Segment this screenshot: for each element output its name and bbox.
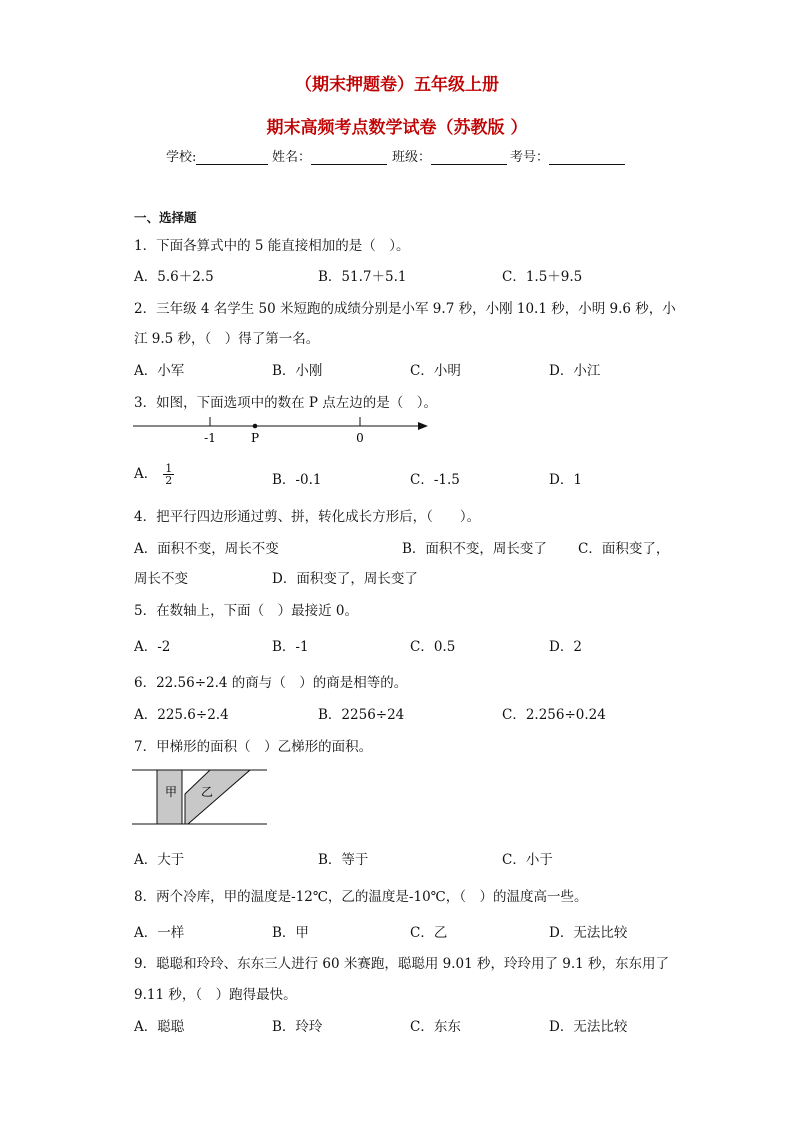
question-3-option-b: B．-0.1 bbox=[272, 472, 322, 488]
one-half-fraction bbox=[163, 463, 174, 486]
question-9-option-b: B．玲玲 bbox=[272, 1019, 323, 1035]
question-2-stem-line2: 江 9.5 秒，（ ）得了第一名。 bbox=[134, 331, 320, 347]
class-blank bbox=[431, 150, 507, 165]
school-field bbox=[166, 146, 268, 165]
label-jia: 甲 bbox=[165, 785, 178, 799]
question-5-option-a: A．-2 bbox=[134, 639, 171, 655]
class-field bbox=[392, 146, 507, 165]
question-4-option-c-part2: 周长不变 bbox=[134, 571, 188, 587]
school-blank bbox=[196, 150, 268, 165]
fraction-numerator: 1 bbox=[165, 462, 173, 475]
question-9-stem-line2: 9.11 秒，（ ）跑得最快。 bbox=[134, 987, 297, 1003]
question-7-stem: 7．甲梯形的面积（ ）乙梯形的面积。 bbox=[134, 739, 373, 755]
question-8-option-d: D．无法比较 bbox=[549, 925, 628, 941]
number-blank bbox=[549, 150, 625, 165]
question-9-option-a: A．聪聪 bbox=[134, 1019, 185, 1035]
question-7-option-b: B．等于 bbox=[318, 852, 369, 868]
fraction-denominator: 2 bbox=[165, 474, 173, 487]
question-5-option-b: B．-1 bbox=[272, 639, 309, 655]
question-4-option-a: A．面积不变，周长不变 bbox=[134, 541, 279, 557]
label-0: 0 bbox=[356, 431, 364, 445]
number-line-arrow bbox=[418, 422, 428, 430]
question-2-option-b: B．小刚 bbox=[272, 363, 323, 379]
question-2-option-a: A．小军 bbox=[134, 363, 185, 379]
question-6-option-b: B．2256÷24 bbox=[318, 707, 405, 723]
question-5-option-d: D．2 bbox=[549, 639, 582, 655]
label-p: P bbox=[250, 431, 260, 445]
name-blank bbox=[311, 150, 387, 165]
name-label: 姓名： bbox=[272, 150, 312, 165]
question-5-option-c: C．0.5 bbox=[410, 639, 456, 655]
question-8-option-c: C．乙 bbox=[410, 925, 448, 941]
question-4-option-c-part1: C．面积变了， bbox=[578, 541, 670, 557]
question-3-stem: 3．如图，下面选项中的数在 P 点左边的是（ ）。 bbox=[134, 395, 438, 411]
name-field bbox=[272, 146, 387, 165]
question-3-option-a bbox=[134, 462, 174, 486]
question-1-option-b: B．51.7＋5.1 bbox=[318, 269, 407, 285]
question-6-option-a: A．225.6÷2.4 bbox=[134, 707, 229, 723]
question-6-option-c: C．2.256÷0.24 bbox=[502, 707, 606, 723]
trapezoid-yi-shade bbox=[185, 770, 250, 824]
number-line-figure bbox=[130, 412, 440, 446]
question-2-option-d: D．小江 bbox=[549, 363, 601, 379]
question-8-option-b: B．甲 bbox=[272, 925, 309, 941]
question-3-option-c: C．-1.5 bbox=[410, 472, 460, 488]
question-8-option-a: A．一样 bbox=[134, 925, 185, 941]
number-label: 考号： bbox=[510, 150, 550, 165]
number-field bbox=[510, 146, 625, 165]
question-2-stem-line1: 2．三年级 4 名学生 50 米短跑的成绩分别是小军 9.7 秒，小刚 10.1 秒，小明 9.6 秒，小 bbox=[134, 301, 676, 317]
question-1-option-c: C．1.5＋9.5 bbox=[502, 269, 583, 285]
question-4-option-d: D．面积变了，周长变了 bbox=[272, 571, 418, 587]
section-title: 一、选择题 bbox=[134, 210, 197, 225]
trapezoid-figure bbox=[132, 764, 272, 830]
question-7-option-a: A．大于 bbox=[134, 852, 185, 868]
exam-title-line1: （期末押题卷）五年级上册 bbox=[295, 75, 499, 95]
class-label: 班级： bbox=[392, 150, 432, 165]
exam-title-line2: 期末高频考点数学试卷（苏教版 ） bbox=[266, 118, 528, 138]
point-p bbox=[253, 424, 258, 429]
question-6-stem: 6．22.56÷2.4 的商与（ ）的商是相等的。 bbox=[134, 675, 408, 691]
question-4-stem: 4．把平行四边形通过剪、拼，转化成长方形后，（ ）。 bbox=[134, 509, 481, 525]
question-5-stem: 5．在数轴上，下面（ ）最接近 0。 bbox=[134, 603, 358, 619]
question-1-option-a: A．5.6＋2.5 bbox=[134, 269, 214, 285]
option-a-letter: A． bbox=[134, 466, 158, 482]
question-4-option-b: B．面积不变，周长变了 bbox=[402, 541, 547, 557]
question-7-option-c: C．小于 bbox=[502, 852, 553, 868]
question-2-option-c: C．小明 bbox=[410, 363, 461, 379]
question-9-stem-line1: 9．聪聪和玲玲、东东三人进行 60 米赛跑，聪聪用 9.01 秒，玲玲用了 9.1 秒，东东用了 bbox=[134, 956, 670, 972]
school-label: 学校: bbox=[166, 150, 197, 165]
question-9-option-d: D．无法比较 bbox=[549, 1019, 628, 1035]
question-1-stem: 1．下面各算式中的 5 能直接相加的是（ ）。 bbox=[134, 238, 410, 254]
question-8-stem: 8．两个冷库，甲的温度是-12℃，乙的温度是-10℃，（ ）的温度高一些。 bbox=[134, 889, 588, 905]
question-9-option-c: C．东东 bbox=[410, 1019, 461, 1035]
label-neg1: -1 bbox=[204, 431, 216, 445]
label-yi: 乙 bbox=[201, 785, 214, 799]
question-3-option-d: D．1 bbox=[549, 472, 582, 488]
